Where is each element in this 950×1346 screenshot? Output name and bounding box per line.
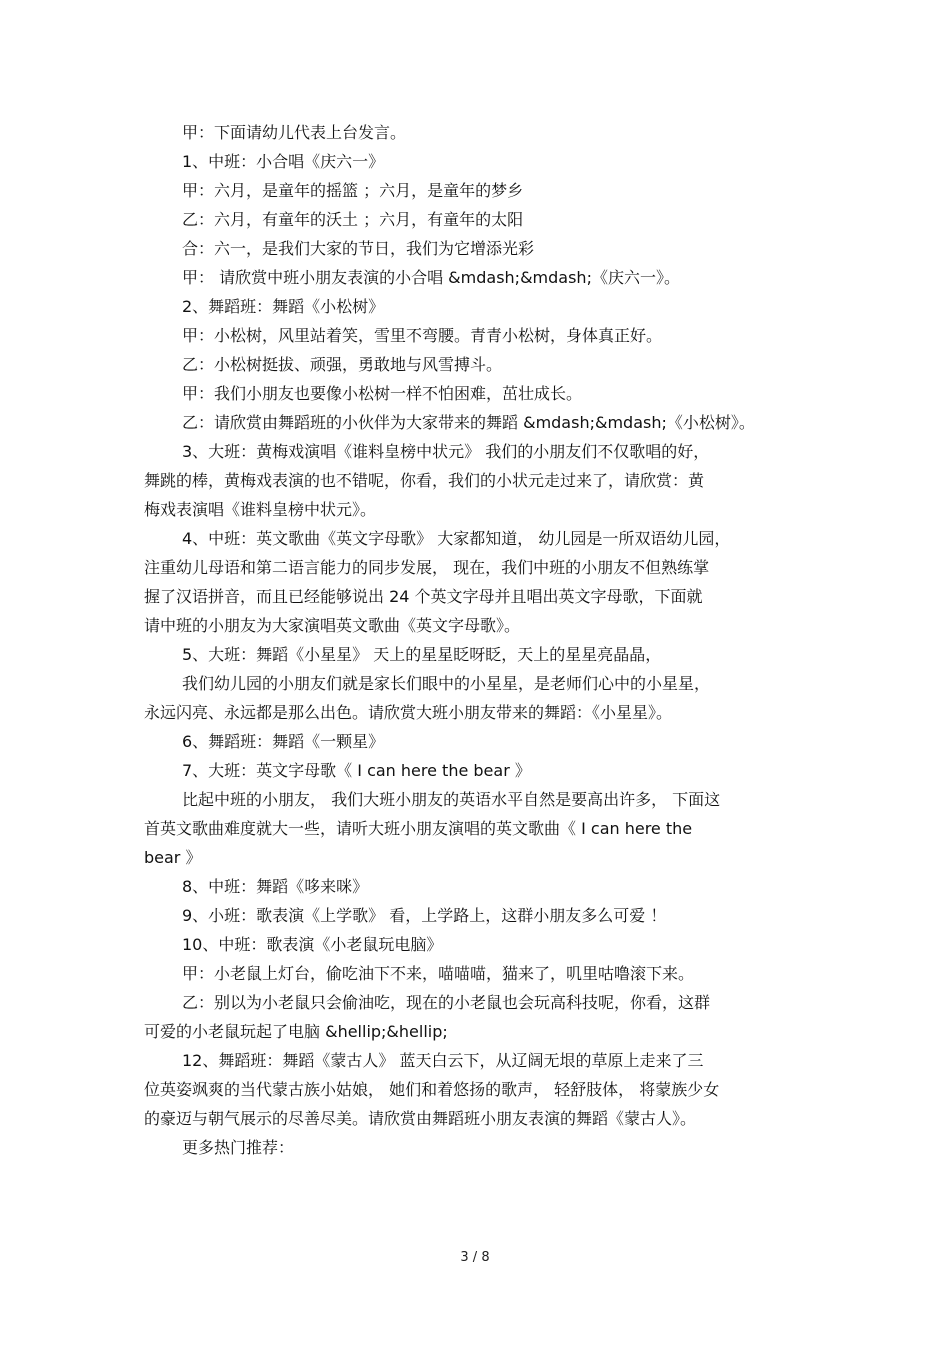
text-line: bear 》 [144,848,202,867]
text-line: 合：六一，是我们大家的节日，我们为它增添光彩 [182,239,535,258]
text-line: 5、大班：舞蹈《小星星》 天上的星星眨呀眨，天上的星星亮晶晶， [182,645,662,664]
text-line: 我们幼儿园的小朋友们就是家长们眼中的小星星，是老师们心中的小星星， [182,674,711,693]
text-line: 乙：小松树挺拔、顽强，勇敢地与风雪搏斗。 [182,355,503,374]
text-line: 乙：六月，有童年的沃土 ；六月，有童年的太阳 [182,210,524,229]
document-body [144,118,814,1162]
text-line: 甲：下面请幼儿代表上台发言。 [182,123,407,142]
text-line: 永远闪亮、永远都是那么出色。请欣赏大班小朋友带来的舞蹈：《小星星》。 [144,703,673,722]
text-line: 乙：请欣赏由舞蹈班的小伙伴为大家带来的舞蹈 &mdash;&mdash;《小松树》。 [182,413,755,432]
text-line: 首英文歌曲难度就大一些，请听大班小朋友演唱的英文歌曲《 I can here the [144,819,693,838]
text-line: 6、舞蹈班：舞蹈《一颗星》 [182,732,385,751]
text-line: 乙：别以为小老鼠只会偷油吃，现在的小老鼠也会玩高科技呢，你看，这群 [182,993,711,1012]
text-line: 甲：小老鼠上灯台，偷吃油下不来，喵喵喵，猫来了，叽里咕噜滚下来。 [182,964,695,983]
text-line: 12、舞蹈班：舞蹈《蒙古人》 蓝天白云下，从辽阔无垠的草原上走来了三 [182,1051,704,1070]
text-line: 10、中班：歌表演《小老鼠玩电脑》 [182,935,443,954]
text-line: 更多热门推荐： [182,1138,295,1157]
text-line: 比起中班的小朋友， 我们大班小朋友的英语水平自然是要高出许多， 下面这 [182,790,721,809]
text-line: 注重幼儿母语和第二语言能力的同步发展， 现在，我们中班的小朋友不但熟练掌 [144,558,710,577]
text-line: 梅戏表演唱《谁料皇榜中状元》。 [144,500,377,519]
text-line: 可爱的小老鼠玩起了电脑 &hellip;&hellip; [144,1022,448,1041]
text-line: 8、中班：舞蹈《哆来咪》 [182,877,369,896]
text-line: 甲： 请欣赏中班小朋友表演的小合唱 &mdash;&mdash;《庆六一》。 [182,268,680,287]
text-line: 甲：小松树，风里站着笑，雪里不弯腰。青青小松树，身体真正好。 [182,326,663,345]
text-line: 9、小班：歌表演《上学歌》 看，上学路上，这群小朋友多么可爱 ！ [182,906,667,925]
text-line: 3、大班：黄梅戏演唱《谁料皇榜中状元》 我们的小朋友们不仅歌唱的好， [182,442,710,461]
text-line: 甲：六月，是童年的摇篮 ；六月，是童年的梦乡 [182,181,524,200]
text-line: 位英姿飒爽的当代蒙古族小姑娘， 她们和着悠扬的歌声， 轻舒肢体， 将蒙族少女 [144,1080,720,1099]
text-line: 舞跳的棒，黄梅戏表演的也不错呢，你看，我们的小状元走过来了，请欣赏：黄 [144,471,705,490]
text-line: 2、舞蹈班：舞蹈《小松树》 [182,297,385,316]
text-line: 4、中班：英文歌曲《英文字母歌》 大家都知道， 幼儿园是一所双语幼儿园， [182,529,731,548]
text-line: 甲：我们小朋友也要像小松树一样不怕困难，茁壮成长。 [182,384,583,403]
text-line: 1、中班：小合唱《庆六一》 [182,152,385,171]
text-line: 握了汉语拼音，而且已经能够说出 24 个英文字母并且唱出英文字母歌，下面就 [144,587,703,606]
text-line: 的豪迈与朝气展示的尽善尽美。请欣赏由舞蹈班小朋友表演的舞蹈《蒙古人》。 [144,1109,697,1128]
text-line: 7、大班：英文字母歌《 I can here the bear 》 [182,761,531,780]
text-line: 请中班的小朋友为大家演唱英文歌曲《英文字母歌》。 [144,616,521,635]
page-number: 3 / 8 [460,1250,490,1265]
